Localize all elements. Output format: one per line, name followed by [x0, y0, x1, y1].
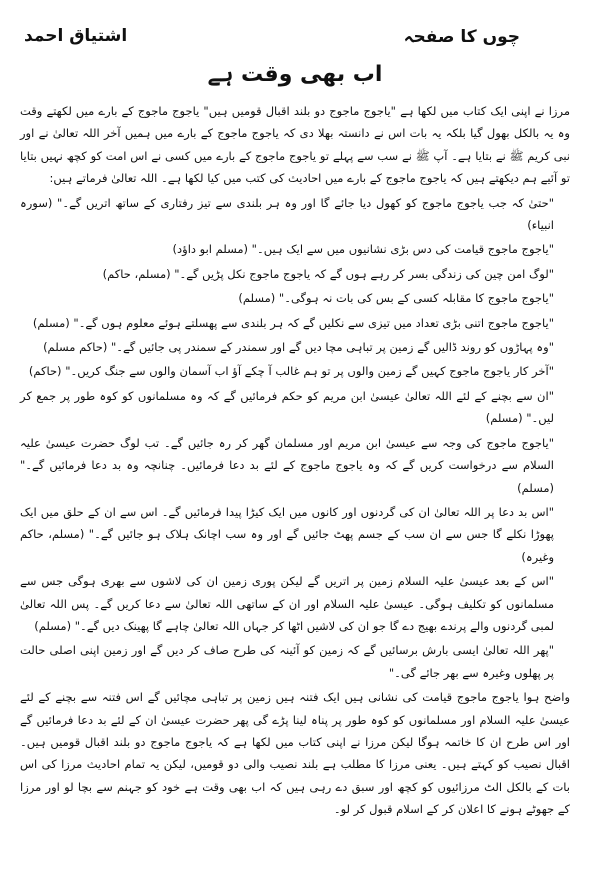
hadith-quote: "ان سے بچنے کے لئے اللہ تعالیٰ عیسیٰ ابن مریم کو حکم فرمائیں گے کہ وہ مسلمانوں کو کوہ طور پر جمع کر لیں۔" (مسلم) [20, 388, 554, 426]
hadith-quote: "وہ پہاڑوں کو روند ڈالیں گے زمین پر تباہی مچا دیں گے اور سمندر کے سمندر پی جائیں گے۔" (حاکم مسلم) [43, 340, 554, 355]
column-title: چوں کا صفحہ [403, 26, 520, 47]
hadith-quote: "آخر کار یاجوج ماجوج کہیں گے زمین والوں پر تو ہم غالب آ چکے آؤ اب آسمان والوں سے جنگ کریں۔" (حاکم) [28, 364, 554, 379]
hadith-quote: "یاجوج ماجوج کا مقابلہ کسی کے بس کی بات نہ ہوگی۔" (مسلم) [238, 291, 554, 306]
article-body [20, 100, 570, 823]
page-header [24, 22, 520, 50]
hadith-quote: "یاجوج ماجوج کی وجہ سے عیسیٰ ابن مریم اور مسلمان گھر کر رہ جائیں گے۔ تب لوگ حضرت عیسیٰ علیہ السلام سے درخواست کریں گے کہ وہ یاجوج ماجوج کے لئے بد دعا فرمائیں۔ چنانچہ وہ بد دعا فرمائیں گے۔" (مسلم) [20, 435, 554, 495]
hadith-quote: "یاجوج ماجوج اتنی بڑی تعداد میں تیزی سے نکلیں گے کہ ہر بلندی سے پھسلتے ہوئے معلوم ہوں گے۔" (مسلم) [32, 315, 554, 330]
article-title: اب بھی وقت ہے [207, 62, 383, 87]
author-name: اشتیاق احمد [24, 26, 128, 46]
hadith-quote: "اس کے بعد عیسیٰ علیہ السلام زمین پر اتریں گے لیکن پوری زمین ان کی لاشوں سے بھری ہوگی جس سے مسلمانوں کو تکلیف ہوگی۔ عیسیٰ علیہ السلام اور ان کے ساتھی اللہ تعالیٰ سے دعا کریں گے۔ پس اللہ تعالیٰ لمبی گردنوں والے پرندے بھیج دے گا جو ان کی لاشیں اٹھا کر جہاں اللہ تعالیٰ چاہے گا پھینک دیں گے۔" (مسلم) [20, 574, 554, 633]
article-paragraph: واضح ہوا یاجوج ماجوج قیامت کی نشانی ہیں ایک فتنہ ہیں زمین پر تباہی مچائیں گے اس فتنہ سے بچنے کے لئے عیسیٰ علیہ السلام اور مسلمانوں کو کوہ طور پر پناہ لینا پڑے گی پھر حضرت عیسیٰ ان کے لئے بد دعا فرمائیں گے اور اس طرح ان کا خاتمہ ہوگا لیکن مرزا نے اپنی کتاب میں لکھا ہے کہ یاجوج ماجوج دو بلند اقبال قومیں ہیں۔ اقبال نصیب کو کہتے ہیں۔ یعنی مرزا کا مطلب ہے بلند نصیب والی دو قومیں، لیکن یہ تمام احادیث مرزا کی اس بات کے بالکل الٹ مرزائیوں کو کچھ اور سبق دے رہی ہیں کہ اب بھی وقت ہے خود کو جہنم سے بچا لو اور مرزا کے جھوٹے ہونے کا اعلان کر کے اسلام قبول کر لو۔ [20, 690, 570, 817]
hadith-quote: "اس بد دعا پر اللہ تعالیٰ ان کی گردنوں اور کانوں میں ایک کیڑا پیدا فرمائیں گے۔ اس سے ان کے حلق میں ایک پھوڑا نکلے گا جس سے ان سب کے جسم پھٹ جائیں گے اور وہ سب اچانک ہلاک ہو جائیں گے۔" (مسلم، حاکم وغیرہ) [20, 504, 554, 564]
hadith-quote: "لوگ امن چین کی زندگی بسر کر رہے ہوں گے کہ یاجوج ماجوج نکل پڑیں گے۔" (مسلم، حاکم) [102, 266, 554, 281]
hadith-quote: "حتیٰ کہ جب یاجوج ماجوج کو کھول دیا جائے گا اور وہ ہر بلندی سے تیز رفتاری کے ساتھ اتریں گے۔" (سورہ انبیاء) [20, 195, 554, 233]
hadith-quote: "یاجوج ماجوج قیامت کی دس بڑی نشانیوں میں سے ایک ہیں۔" (مسلم ابو داؤد) [172, 242, 554, 257]
article-paragraph: مرزا نے اپنی ایک کتاب میں لکھا ہے "یاجوج ماجوج دو بلند اقبال قومیں ہیں" یاجوج ماجوج کے بارے میں لکھتے وقت وہ یہ بالکل بھول گیا بلکہ یہ بات اس نے دانستہ بھلا دی کہ یاجوج ماجوج کے بارے میں ہمیں آخر اللہ تعالیٰ نے اور نبی کریم ﷺ نے بتایا ہے۔ آپ ﷺ نے سب سے پہلے تو یاجوج ماجوج کے بارے میں کسی نے اس امت کو کچھ نہیں بتایا تو آئیے ہم دیکھتے ہیں کہ یاجوج ماجوج کے بارے میں احادیث کی کتب میں کیا لکھا ہے۔ اللہ تعالیٰ فرماتے ہیں: [20, 104, 570, 186]
hadith-quote: "پھر اللہ تعالیٰ ایسی بارش برسائیں گے کہ زمین کو آئینہ کی طرح صاف کر دیں گے اور زمین اپنی اصلی حالت پر پھلوں وغیرہ سے بھر جائے گی۔" [20, 643, 554, 680]
